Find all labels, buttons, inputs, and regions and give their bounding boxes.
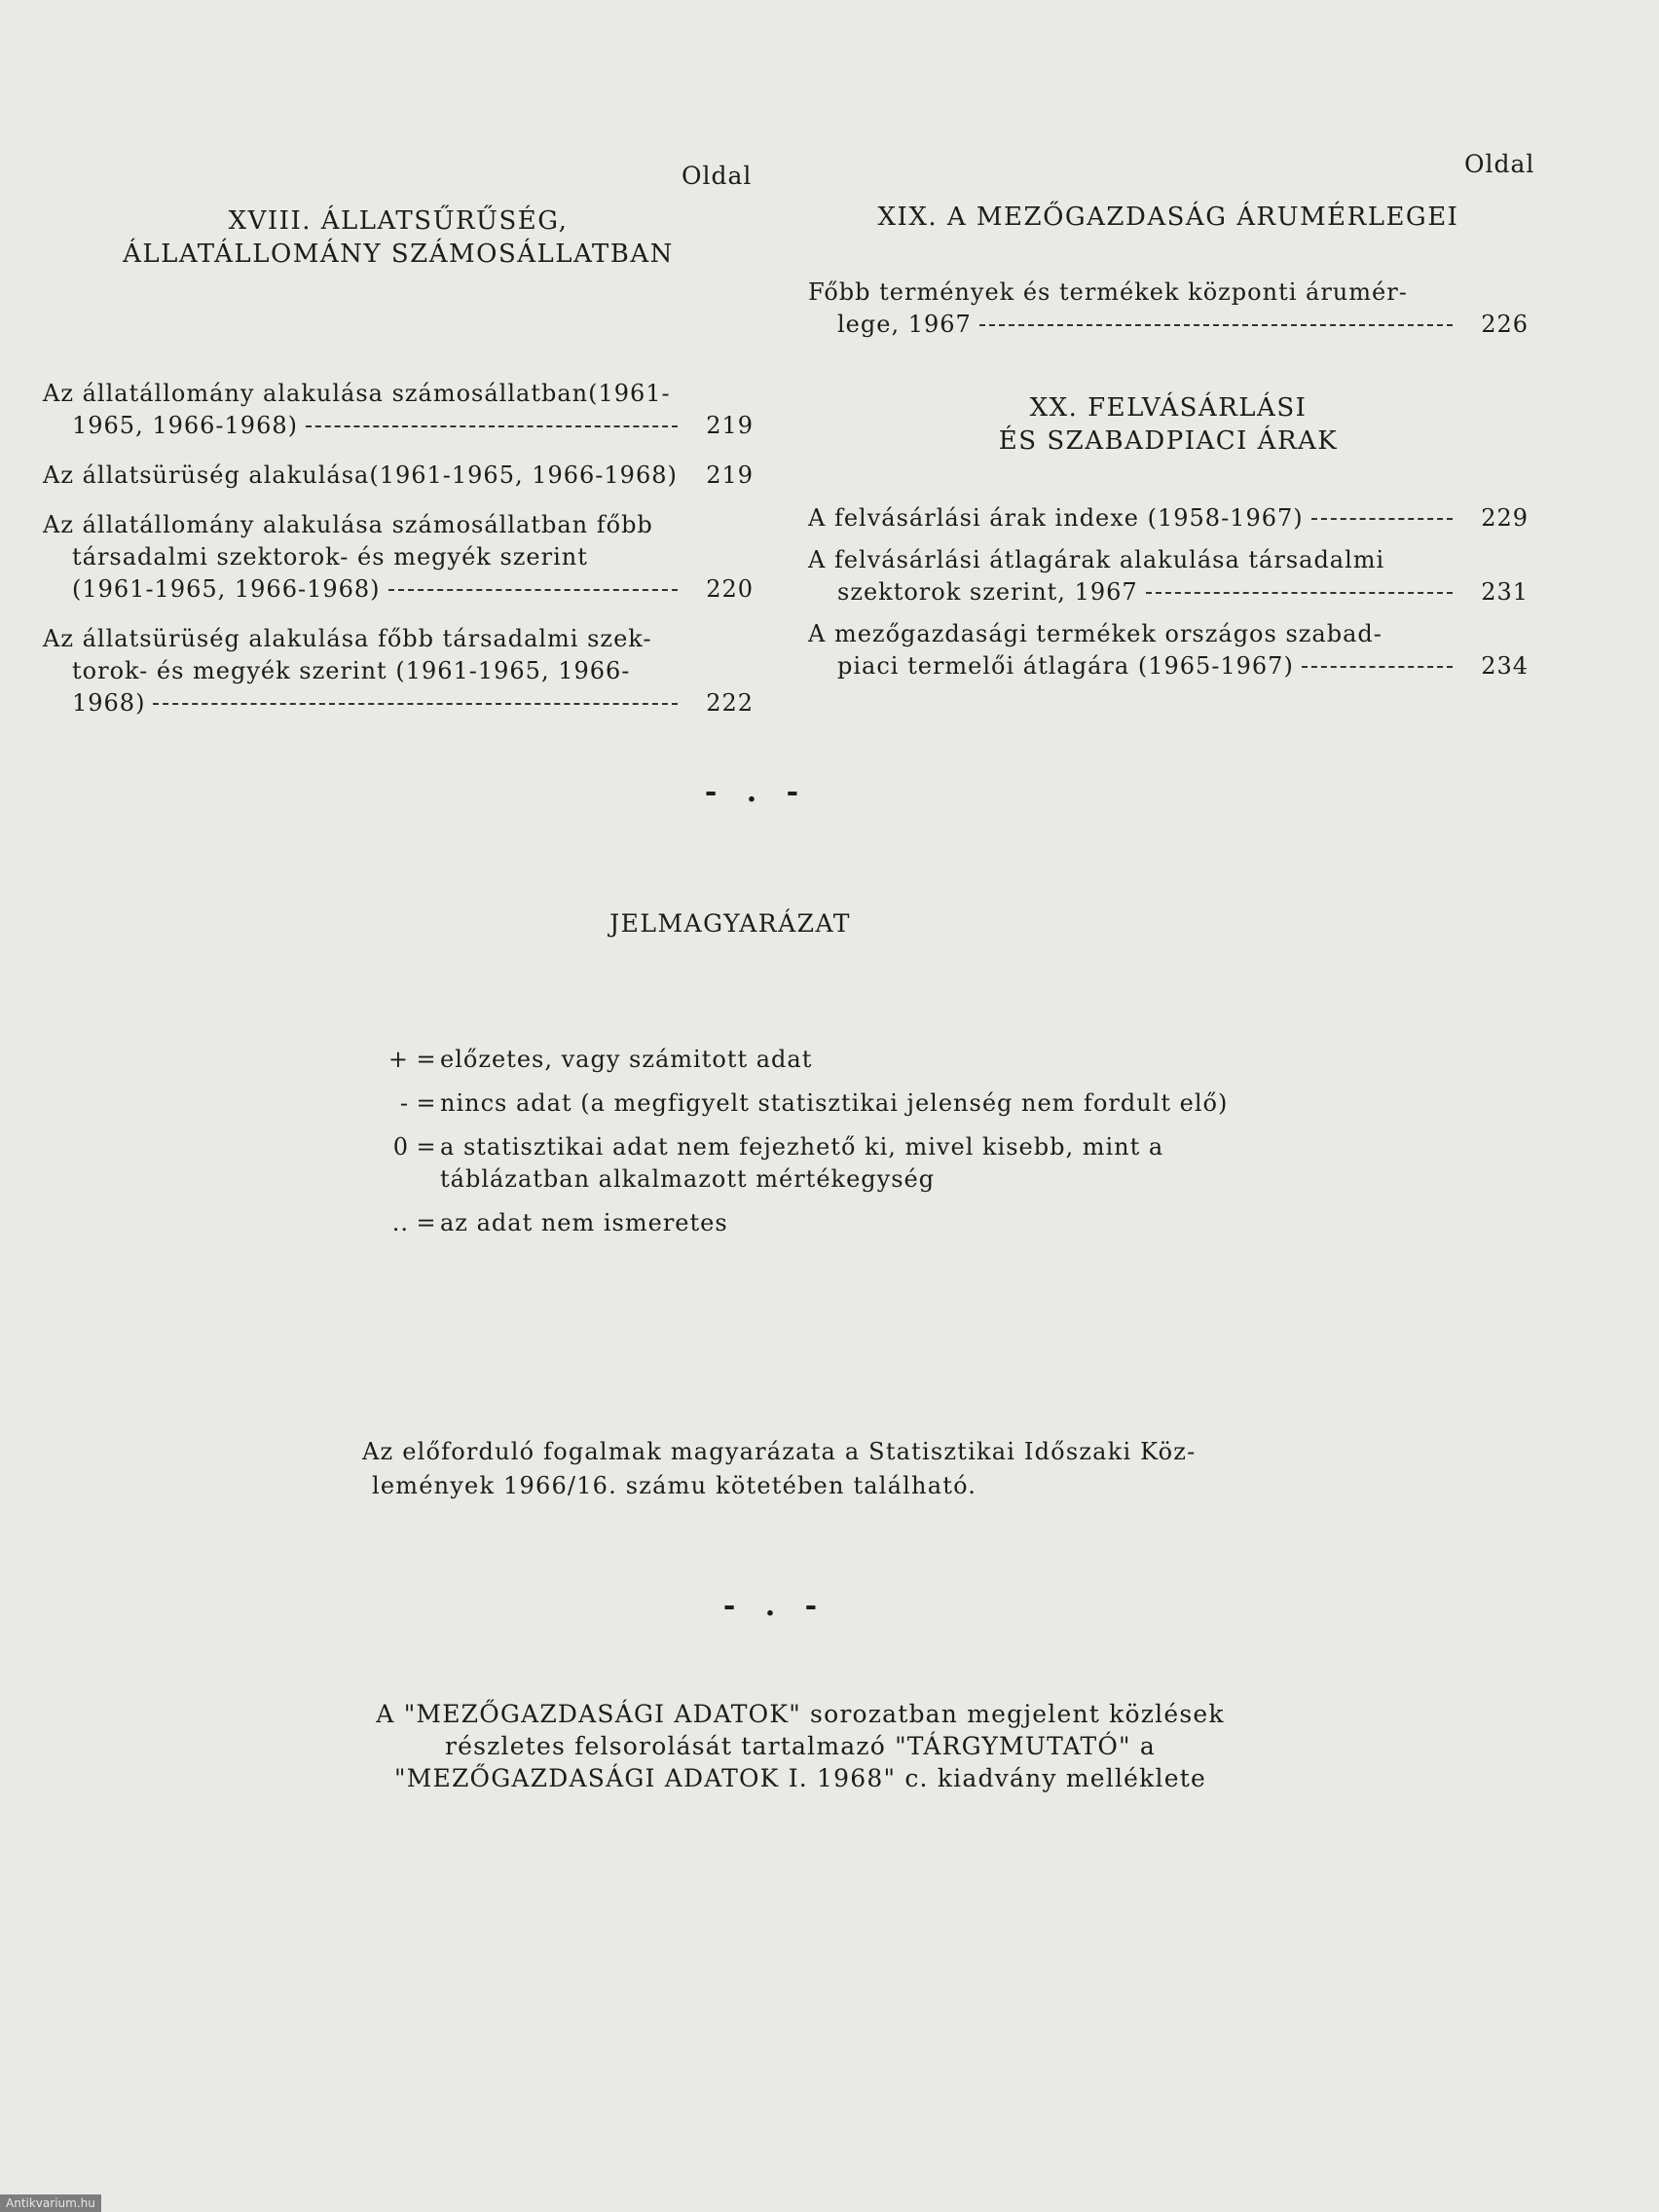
legend-item <box>360 1131 1228 1196</box>
legend-equals: = <box>416 1046 437 1073</box>
toc-entry-text: szektorok szerint, 1967 <box>837 578 1138 606</box>
toc-entry <box>808 544 1529 608</box>
footer-line: részletes felsorolását tartalmazó "TÁRGYMUTATÓ" a <box>444 1732 1157 1760</box>
toc-entry-text: A mezőgazdasági termékek országos szabad- <box>808 620 1382 647</box>
legend-symbol: .. <box>391 1209 409 1236</box>
legend-equals: = <box>416 1089 437 1117</box>
toc-page-number: 219 <box>706 461 754 489</box>
legend-text: a statisztikai adat nem fejezhető ki, mivel kisebb, mint a <box>440 1133 1164 1161</box>
left-toc-column <box>43 156 754 719</box>
leader-dots <box>979 324 1453 326</box>
leader-dots <box>1146 592 1453 594</box>
toc-page-number: 220 <box>706 575 754 603</box>
legend-title: JELMAGYARÁZAT <box>609 909 851 938</box>
toc-entry <box>43 460 754 492</box>
right-page-column-header: Oldal <box>1464 150 1535 178</box>
legend-list <box>360 1044 1228 1251</box>
section-title-line: ÁLLATÁLLOMÁNY SZÁMOSÁLLATBAN <box>123 240 674 269</box>
right-toc-column <box>808 146 1529 682</box>
watermark-label: Antikvarium.hu <box>0 2194 101 2212</box>
toc-entry <box>43 378 754 442</box>
legend-item <box>360 1088 1228 1120</box>
left-page-column-header: Oldal <box>682 162 753 190</box>
leader-dots <box>1302 666 1453 668</box>
toc-page-number: 234 <box>1481 652 1529 680</box>
section-separator: - . - <box>704 775 809 809</box>
toc-entry <box>43 623 754 719</box>
toc-entry <box>808 276 1529 341</box>
toc-entry <box>43 509 754 606</box>
legend-text: az adat nem ismeretes <box>440 1209 728 1236</box>
toc-entry-text: Az állatsürüség alakulása főbb társadalmi szek- <box>43 625 652 652</box>
legend-symbol: + <box>387 1046 409 1073</box>
toc-entry-text: torok- és megyék szerint (1961-1965, 1966- <box>72 657 631 684</box>
section-title-line: XVIII. ÁLLATSŰRŰSÉG, <box>228 206 569 236</box>
toc-page-number: 219 <box>706 412 754 439</box>
toc-page-number: 222 <box>706 689 754 717</box>
legend-equals: = <box>416 1209 437 1236</box>
legend-item <box>360 1207 1228 1239</box>
toc-entry-text: lege, 1967 <box>837 311 972 338</box>
toc-entry <box>808 502 1529 535</box>
toc-entry-text: társadalmi szektorok- és megyék szerint <box>72 543 588 571</box>
section-title-line: XIX. A MEZŐGAZDASÁG ÁRUMÉRLEGEI <box>877 203 1459 232</box>
section-title-xviii <box>43 204 754 271</box>
note-line: Az előforduló fogalmak magyarázata a Statisztikai Időszaki Köz- <box>362 1438 1197 1465</box>
leader-dots <box>306 425 678 427</box>
toc-entry-text: A felvásárlási árak indexe (1958-1967) <box>808 504 1304 532</box>
note-line: lemények 1966/16. számu kötetében található. <box>372 1472 977 1499</box>
legend-item <box>360 1044 1228 1076</box>
toc-page-number: 231 <box>1481 578 1529 606</box>
legend-symbol: 0 <box>392 1133 409 1161</box>
toc-entry-text: 1968) <box>72 689 146 717</box>
leader-dots <box>1311 518 1453 520</box>
toc-page-number: 229 <box>1481 504 1529 532</box>
toc-entry-text: Főbb termények és termékek központi árumér- <box>808 278 1408 306</box>
section-title-line: XX. FELVÁSÁRLÁSI <box>1029 393 1308 423</box>
toc-page-number: 226 <box>1481 311 1529 338</box>
toc-entry-text: A felvásárlási átlagárak alakulása társadalmi <box>808 546 1385 573</box>
section-title-line: ÉS SZABADPIACI ÁRAK <box>998 426 1339 456</box>
toc-entry-text: Az állatállomány alakulása számosállatban(1961- <box>43 380 671 407</box>
toc-entry <box>808 618 1529 682</box>
legend-text: nincs adat (a megfigyelt statisztikai jelenség nem fordult elő) <box>440 1089 1229 1117</box>
toc-entry-text: Az állatsürüség alakulása(1961-1965, 1966-1968) <box>43 461 678 489</box>
toc-entry-text: piaci termelői átlagára (1965-1967) <box>837 652 1294 680</box>
footer-line: A "MEZŐGAZDASÁGI ADATOK" sorozatban megjelent közlések <box>376 1700 1225 1728</box>
section-separator: - . - <box>722 1589 828 1623</box>
legend-text: táblázatban alkalmazott mértékegység <box>440 1165 936 1193</box>
definitions-note <box>362 1435 1248 1503</box>
leader-dots <box>153 703 678 705</box>
section-title-xx <box>808 391 1529 458</box>
legend-text: előzetes, vagy számitott adat <box>440 1046 813 1073</box>
leader-dots <box>388 589 678 591</box>
toc-entry-text: (1961-1965, 1966-1968) <box>72 575 381 603</box>
section-title-xix <box>808 201 1529 234</box>
footer-line: "MEZŐGAZDASÁGI ADATOK I. 1968" c. kiadvány melléklete <box>394 1764 1206 1792</box>
legend-symbol: - <box>399 1089 409 1117</box>
toc-entry-text: Az állatállomány alakulása számosállatban főbb <box>43 511 653 538</box>
legend-equals: = <box>416 1133 437 1161</box>
series-reference-paragraph <box>0 1698 1630 1794</box>
toc-entry-text: 1965, 1966-1968) <box>72 412 298 439</box>
